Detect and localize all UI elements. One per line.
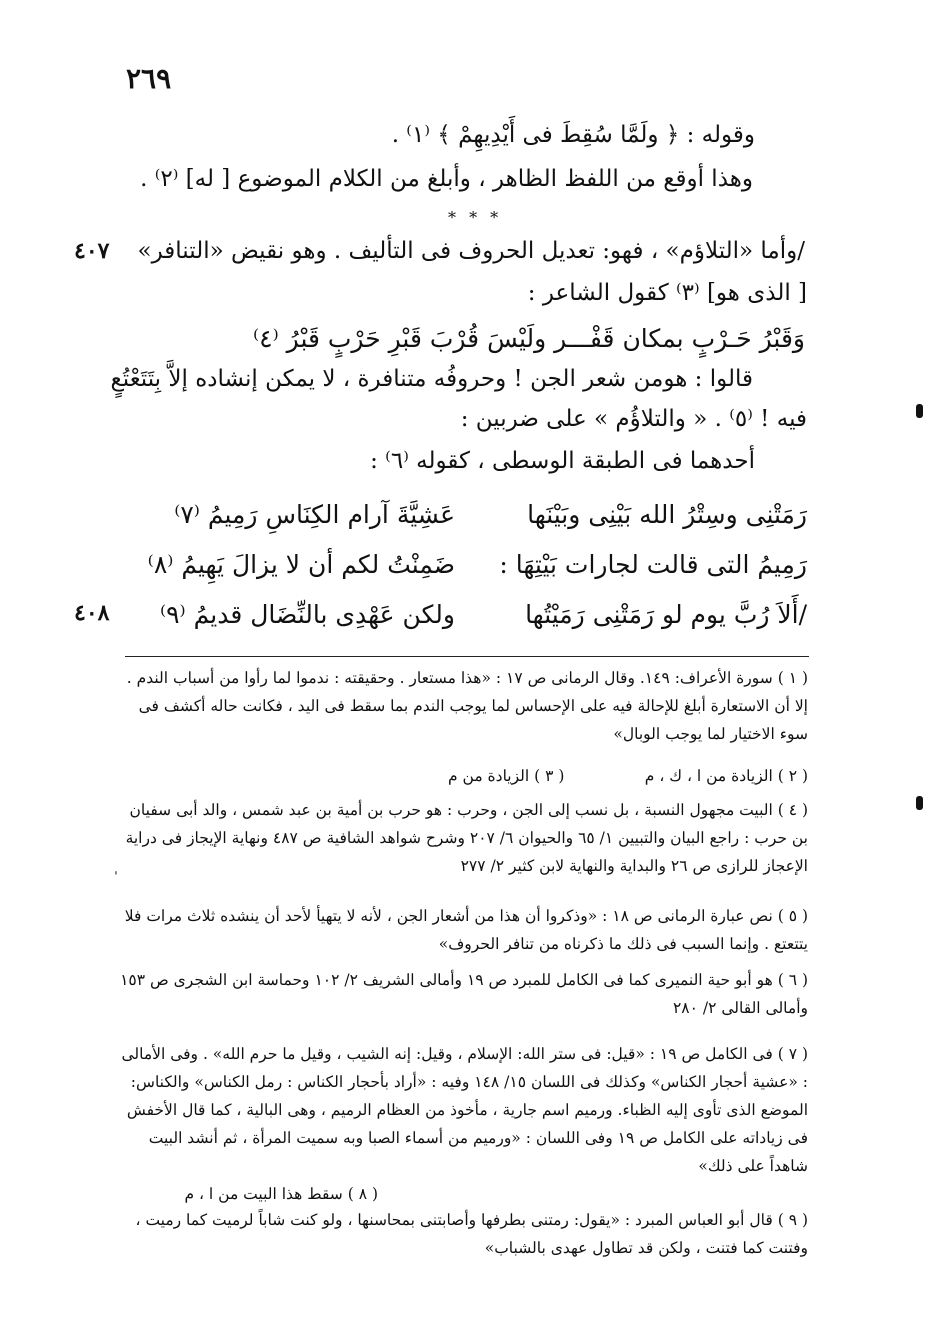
- footnote-2-3: [118, 762, 808, 790]
- binding-mark: [916, 404, 923, 418]
- footnote-divider: [125, 656, 809, 657]
- text-line-5: قالوا : هومن شعر الجن ! وحروفُه متنافرة ، لا يمكن إنشاده إلاَّ بِتَتَعْتُعٍ: [110, 366, 753, 392]
- verse-4-first-hemistich: /أَلاَ رُبَّ يوم لو رَمَتْنِى رَمَيْتُها: [525, 600, 807, 629]
- verse-3-first-hemistich: رَمِيمُ التى قالت لجارات بَيْتِهَا :: [499, 550, 807, 579]
- text-line-6: فيه ! ⁽٥⁾ . « والتلاؤُم » على ضربين :: [460, 406, 807, 432]
- footnote-7-text: ( ٧ ) فى الكامل ص ١٩ : «قيل: فى ستر الله: الإسلام ، وقيل: إنه الشيب ، وقيل ما حرم الله» . وفى الأمالى : «عشية أحجار الكناس» وكذلك فى اللسان ١٥/ ١٤٨ وفيه : «أراد بأحجار الكناس : رمل الكناس» والكناس: الموضع الذى تأوى إليه الظباء. ورميم اسم جارية ، مأخوذ من العظام الرميم ، وهى البالية ، كما قال الأخفش فى زياداته على الكامل ص ١٩ وفى اللسان : «ورميم من أسماء الصبا وبه سميت المرأة ، ثم أنشد البيت شاهداً على ذلك»: [121, 1045, 808, 1175]
- footnote-2-text: ( ٢ ) الزيادة من ا ، ك ، م: [644, 767, 808, 785]
- footnote-8: [118, 1180, 378, 1208]
- footnote-8-text: ( ٨ ) سقط هذا البيت من ا ، م: [184, 1185, 378, 1203]
- footnote-1-text: ( ١ ) سورة الأعراف: ١٤٩. وقال الرمانى ص ١٧ : «هذا مستعار . وحقيقته : ندموا لما رأوا من أسباب الندم . إلا أن الاستعارة أبلغ للإحالة فيه على الإحساس لما يوجب الندم بما سقط فى اليد ، فكانت حاله أكشف فى سوء الاختيار لما يوجب الوبال»: [126, 669, 808, 743]
- text-line-3: /وأما «التلاؤم» ، فهو: تعديل الحروف فى التأليف . وهو نقيض «التنافر»: [137, 238, 805, 264]
- footnote-9: [118, 1206, 808, 1262]
- verse-2-first-hemistich: رَمَتْنِى وسِتْرُ الله بَيْنِى وبَيْنَها: [527, 500, 807, 529]
- verse-3-second-hemistich: ضَمِنْتُ لكم أن لا يزالَ يَهِيمُ ⁽٨⁾: [147, 550, 455, 579]
- text-line-2: وهذا أوقع من اللفظ الظاهر ، وأبلغ من الكلام الموضوع [ له] ⁽٢⁾ .: [140, 166, 753, 192]
- footnote-5-text: ( ٥ ) نص عبارة الرمانى ص ١٨ : «وذكروا أن هذا من أشعار الجن ، لأنه لا يتهيأ لأحد أن ينشده ثلاث مرات فلا يتتعتع . وإنما السبب فى ذلك ما ذكرناه من تنافر الحروف»: [124, 907, 808, 953]
- footnote-4-text: ( ٤ ) البيت مجهول النسبة ، بل نسب إلى الجن ، وحرب : هو حرب بن أمية بن عبد شمس ، والد أبى سفيان بن حرب : راجع البيان والتبيين ١/ ٦٥ والحيوان ٦/ ٢٠٧ وشرح شواهد الشافية ص ٤٨٧ ونهاية الإيجاز فى دراية الإعجاز للرازى ص ٢٦ والبداية والنهاية لابن كثير ٢/ ٢٧٧: [125, 801, 808, 875]
- text-line-1: وقوله : ﴿ ولَمَّا سُقِطَ فى أَيْدِيهِمْ ﴾ ⁽١⁾ .: [391, 122, 755, 148]
- page-number: ٢٦٩: [126, 62, 172, 95]
- footnote-1: [118, 664, 808, 748]
- footnote-7: [118, 1040, 808, 1180]
- binding-mark: [916, 796, 923, 810]
- footnote-3-text: ( ٣ ) الزيادة من م: [448, 767, 565, 785]
- text-line-4: [ الذى هو] ⁽٣⁾ كقول الشاعر :: [527, 280, 807, 306]
- text-line-7: أحدهما فى الطبقة الوسطى ، كقوله ⁽٦⁾ :: [370, 448, 755, 474]
- stray-mark: ˈ: [114, 870, 118, 886]
- verse-4-second-hemistich: ولكن عَهْدِى بالنِّضَال قديمُ ⁽٩⁾: [159, 600, 455, 629]
- verse-2-second-hemistich: عَشِيَّةَ آرام الكِنَاسِ رَمِيمُ ⁽٧⁾: [174, 500, 455, 529]
- footnote-6-text: ( ٦ ) هو أبو حية النميرى كما فى الكامل للمبرد ص ١٩ وأمالى الشريف ٢/ ١٠٢ وحماسة ابن الشجرى ص ١٥٣ وأمالى القالى ٢/ ٢٨٠: [120, 971, 808, 1017]
- footnote-6: [118, 966, 808, 1022]
- footnote-4: [118, 796, 808, 880]
- section-divider: * * *: [448, 208, 503, 227]
- margin-number-408: ٤٠٨: [74, 600, 110, 626]
- footnote-9-text: ( ٩ ) قال أبو العباس المبرد : «يقول: رمتنى بطرفها وأصابتنى بمحاسنها ، ولو كنت شاباً لرميت كما رميت ، وفتنت كما فتنت ، ولكن قد تطاول عهدى بالشباب»: [135, 1211, 808, 1257]
- verse-1: وَقَبْرُ حَـرْبٍ بمكان قَفْـــر ولَيْسَ قُرْبَ قَبْرِ حَرْبٍ قَبْرُ ⁽٤⁾: [252, 324, 805, 353]
- margin-number-407: ٤٠٧: [74, 238, 110, 264]
- footnote-5: [118, 902, 808, 958]
